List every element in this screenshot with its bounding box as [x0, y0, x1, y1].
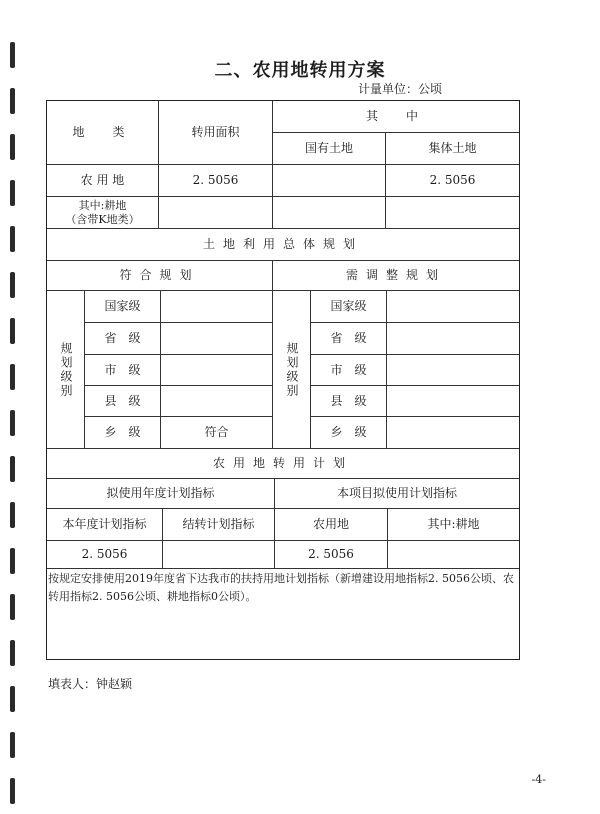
cultivated-plan-header: 其中:耕地: [388, 509, 519, 541]
carried-over-value: [163, 541, 275, 569]
planning-section-title: 土地利用总体规划: [47, 229, 519, 261]
level-township-left: 乡 级: [85, 417, 161, 449]
agri-land-label: 农 用 地: [47, 165, 159, 197]
level-county-right: 县 级: [311, 386, 387, 417]
note-text: 按规定安排使用2019年度省下达我市的扶持用地计划指标（新增建设用地指标2. 5056公顷、农转用指标2. 5056公顷、耕地指标0公顷）。: [48, 572, 514, 603]
agri-land-state: [273, 165, 386, 197]
filled-by: 填表人：钟赵颖: [48, 677, 133, 691]
agri-land-plan-value: 2. 5056: [275, 541, 388, 569]
level-city-left: 市 级: [85, 355, 161, 386]
conform-township: 符合: [161, 417, 273, 449]
transfer-area-header: 转用面积: [159, 101, 273, 165]
conform-county: [161, 386, 273, 417]
plan-section-title: 农用地转用计划: [47, 449, 519, 479]
level-national-right: 国家级: [311, 291, 387, 323]
of-which-header: 其 中: [273, 101, 519, 133]
current-year-value: 2. 5056: [47, 541, 163, 569]
adjust-city: [387, 355, 519, 386]
cultivated-area: [159, 197, 273, 229]
adjust-province: [387, 323, 519, 355]
level-national-left: 国家级: [85, 291, 161, 323]
conform-national: [161, 291, 273, 323]
planning-level-side-label: 规划级别: [47, 291, 85, 449]
proposed-indicator-header: 拟使用年度计划指标: [47, 479, 275, 509]
conform-province: [161, 323, 273, 355]
page-title: 二、农用地转用方案: [214, 60, 386, 81]
adjust-county: [387, 386, 519, 417]
level-township-right: 乡 级: [311, 417, 387, 449]
state-land-header: 国有土地: [273, 133, 386, 165]
cultivated-collective: [386, 197, 519, 229]
category-header: 地 类: [47, 101, 159, 165]
level-county-left: 县 级: [85, 386, 161, 417]
unit-label: 计量单位：公顷: [357, 82, 442, 96]
agri-land-area: 2. 5056: [159, 165, 273, 197]
collective-land-header: 集体土地: [386, 133, 519, 165]
conform-city: [161, 355, 273, 386]
cultivated-plan-value: [388, 541, 519, 569]
agri-land-plan-header: 农用地: [275, 509, 388, 541]
adjust-header: 需调整规划: [273, 261, 519, 291]
agri-land-collective: 2. 5056: [386, 165, 519, 197]
carried-over-header: 结转计划指标: [163, 509, 275, 541]
adjust-national: [387, 291, 519, 323]
binder-holes: [10, 0, 22, 814]
project-indicator-header: 本项目拟使用计划指标: [275, 479, 519, 509]
level-city-right: 市 级: [311, 355, 387, 386]
cultivated-state: [273, 197, 386, 229]
level-province-left: 省 级: [85, 323, 161, 355]
adjust-township: [387, 417, 519, 449]
level-province-right: 省 级: [311, 323, 387, 355]
planning-level-side-label-right: 规划级别: [273, 291, 311, 449]
cultivated-label: 其中:耕地 （含带K地类）: [47, 197, 159, 229]
page-number: -4-: [531, 773, 546, 786]
conform-header: 符合规划: [47, 261, 273, 291]
current-year-header: 本年度计划指标: [47, 509, 163, 541]
